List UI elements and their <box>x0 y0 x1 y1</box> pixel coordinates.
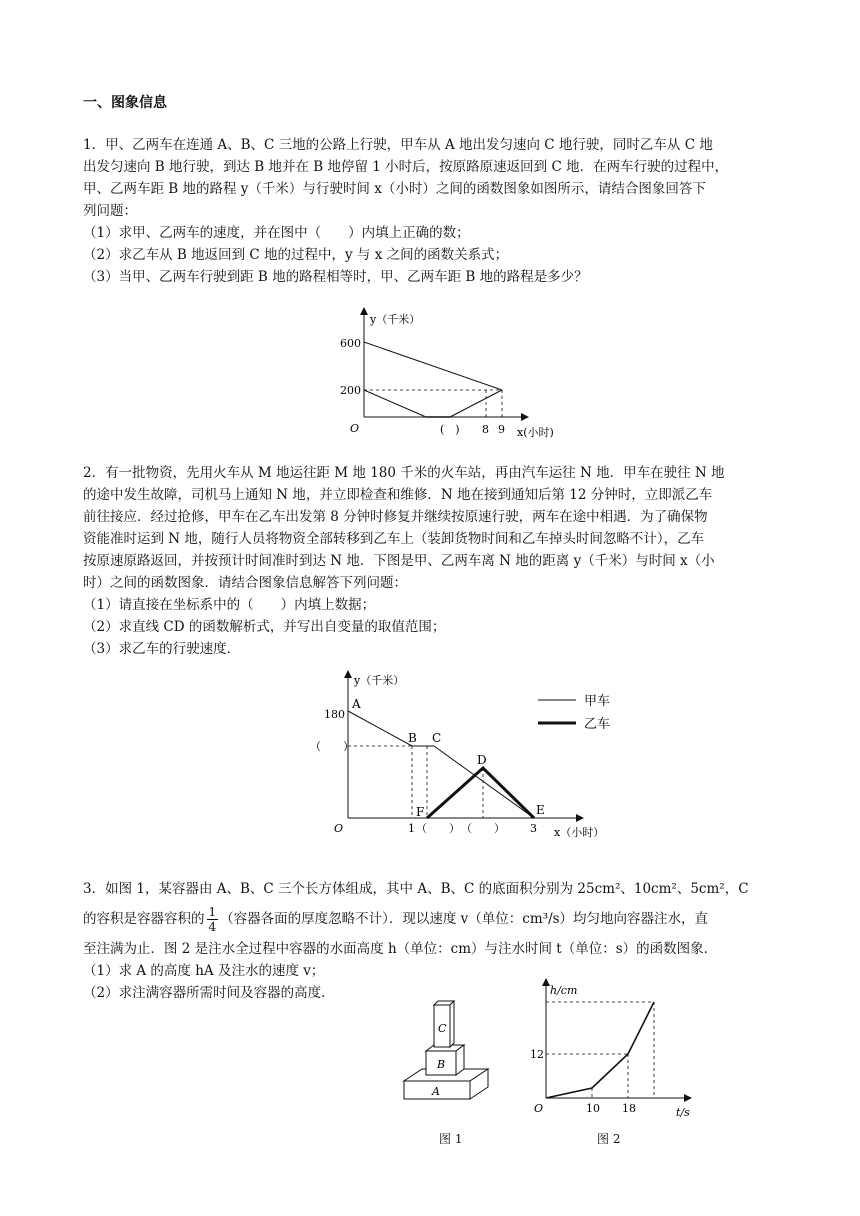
q3-container-figure <box>398 995 498 1105</box>
q1-y-tick-200: 200 <box>340 384 361 397</box>
q1-y-tick-600: 600 <box>340 337 361 350</box>
q2-x-tick-1: 1 <box>408 822 415 835</box>
q3-sub-1: （1）求 A 的高度 hA 及注水的速度 v； <box>83 963 325 979</box>
q1-car-yi-to-b <box>364 390 426 417</box>
question-2 <box>83 462 783 660</box>
q1-y-label: y（千米） <box>370 313 421 326</box>
q2-x-tick-3: 3 <box>530 822 537 835</box>
q2-origin: O <box>334 822 344 835</box>
q1-graph <box>330 305 580 450</box>
q3-y-label: h/cm <box>550 984 578 997</box>
q2-point-b: B <box>408 731 417 745</box>
q3-origin: O <box>534 1102 544 1115</box>
q1-line: （1）求甲、乙两车的速度，并在图中（ ）内填上正确的数； <box>83 225 470 241</box>
q3-x-tick-10: 10 <box>586 1102 600 1115</box>
q3-y-tick-12: 12 <box>530 1048 544 1061</box>
q3-line-2 <box>83 904 783 934</box>
q2-y-label: y（千米） <box>354 674 405 687</box>
q3-sub-2: （2）求注满容器所需时间及容器的高度． <box>83 985 335 1001</box>
q3-x-label: t/s <box>676 1106 690 1118</box>
q1-line: （2）求乙车从 B 地返回到 C 地的过程中，y 与 x 之间的函数关系式； <box>83 247 509 263</box>
q2-point-a: A <box>352 697 361 711</box>
q2-line: 资能准时运到 N 地，随行人员将物资全部转移到乙车上（装卸货物时间和乙车掉头时间忽略不计），乙车 <box>83 531 705 547</box>
q1-origin: O <box>350 422 360 435</box>
q1-line: 甲、乙两车距 B 地的路程 y（千米）与行驶时间 x（小时）之间的函数图象如图所示，请结合图象回答下 <box>83 181 706 197</box>
q2-line: （2）求直线 CD 的函数解析式，并写出自变量的取值范围； <box>83 619 446 635</box>
q3-fraction-den: 4 <box>208 920 217 934</box>
q2-line: 时）之间的函数图象．请结合图象信息解答下列问题： <box>83 575 407 591</box>
q3-water-curve <box>546 1002 654 1098</box>
q2-graph <box>308 668 628 843</box>
q2-line: 按原速原路返回，并按预计时间准时到达 N 地．下图是甲、乙两车离 N 地的距离 y（千米）与时间 x（小 <box>83 553 715 569</box>
q1-line: （3）当甲、乙两车行驶到距 B 地的路程相等时，甲、乙两车距 B 地的路程是多少？ <box>83 269 588 285</box>
q3-label-c: C <box>438 1022 447 1035</box>
q2-car-jia-line <box>348 711 534 818</box>
q3-label-b: B <box>437 1058 446 1071</box>
q2-point-c: C <box>432 731 442 745</box>
section-title: 一、图象信息 <box>83 95 167 111</box>
q2-legend-yi: 乙车 <box>584 717 611 732</box>
q1-x-label: x(小时) <box>517 426 554 439</box>
q1-x-tick-9: 9 <box>498 423 505 436</box>
question-1 <box>83 134 783 288</box>
q3-label-a: A <box>432 1085 440 1098</box>
q3-line-3: 至注满为止．图 2 是注水全过程中容器的水面高度 h（单位：cm）与注水时间 t（单位：s）的函数图象． <box>83 941 718 957</box>
q2-y-tick-180: 180 <box>324 708 345 721</box>
q2-line: （1）请直接在坐标系中的（ ）内填上数据； <box>83 597 376 613</box>
q2-line: 2．有一批物资，先用火车从 M 地运往距 M 地 180 千米的火车站，再由汽车运往 N 地．甲车在驶往 N 地 <box>83 465 725 481</box>
q1-car-yi-return <box>450 390 502 417</box>
q3-line-2-post: （容器各面的厚度忽略不计）．现以速度 v（单位：cm³/s）均匀地向容器注水，直 <box>220 911 709 927</box>
q1-line: 1．甲、乙两车在连通 A、B、C 三地的公路上行驶，甲车从 A 地出发匀速向 C 地行驶，同时乙车从 C 地 <box>83 137 713 153</box>
q1-line: 列问题： <box>83 203 137 219</box>
q2-x-blank-1: （ ） <box>416 822 460 835</box>
q2-point-d: D <box>477 753 487 767</box>
q2-x-blank-2: （ ） <box>461 822 505 835</box>
q3-line-2-pre: 的容积是容器容积的 <box>83 911 205 927</box>
q3-box-c-side <box>450 1001 454 1047</box>
q1-x-blank: ( ) <box>440 423 460 436</box>
q2-point-e: E <box>536 803 545 817</box>
q3-caption-fig1: 图 1 <box>439 1132 463 1146</box>
q2-legend-jia: 甲车 <box>584 694 611 709</box>
q3-x-tick-18: 18 <box>622 1102 636 1115</box>
q3-fraction-num: 1 <box>208 905 217 919</box>
q3-caption-fig2: 图 2 <box>597 1132 621 1146</box>
q2-line: 前往接应．经过抢修，甲车在乙车出发第 8 分钟时修复并继续按原速行驶，两车在途中相遇．为了确保物 <box>83 509 708 525</box>
q2-line: 的途中发生故障，司机马上通知 N 地，并立即检查和维修．N 地在接到通知后第 12 分钟时，立即派乙车 <box>83 487 713 503</box>
q2-y-blank: （ ） <box>310 740 354 753</box>
q1-line: 出发匀速向 B 地行驶，到达 B 地并在 B 地停留 1 小时后，按原路原速返回到 C 地．在两车行驶的过程中， <box>83 159 729 175</box>
q2-point-f: F <box>416 805 425 819</box>
q2-car-yi-line <box>427 768 534 818</box>
q3-box-b-side <box>456 1045 464 1075</box>
q2-x-label: x（小时） <box>554 826 605 839</box>
q3-fraction <box>207 905 219 934</box>
q1-car-jia-line <box>364 342 502 390</box>
q1-x-tick-8: 8 <box>482 423 489 436</box>
q2-line: （3）求乙车的行驶速度． <box>83 641 241 657</box>
q3-water-graph <box>518 978 703 1118</box>
q3-line-1: 3．如图 1，某容器由 A、B、C 三个长方体组成，其中 A、B、C 的底面积分别为 25cm²、10cm²、5cm²，C <box>83 881 749 897</box>
